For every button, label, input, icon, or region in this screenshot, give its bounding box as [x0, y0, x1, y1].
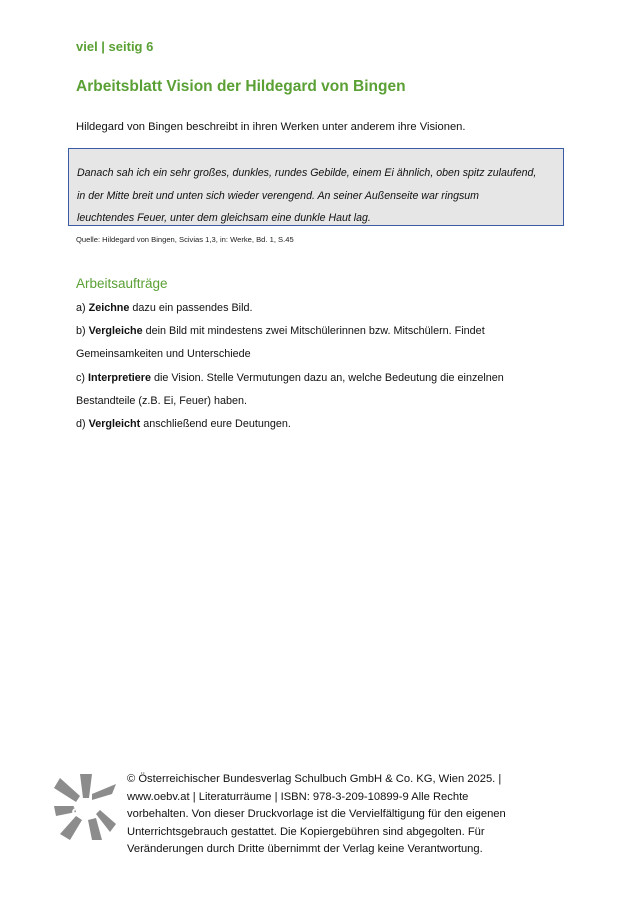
oebv-logo: [52, 772, 118, 842]
task-c: [76, 367, 576, 390]
task-text: die Vision. Stelle Vermutungen dazu an, welche Bedeutung die einzelnen: [151, 371, 504, 384]
task-c-continued: Bestandteile (z.B. Ei, Feuer) haben.: [76, 394, 248, 407]
quote-source: Quelle: Hildegard von Bingen, Scivias 1,3, in: Werke, Bd. 1, S.45: [76, 235, 294, 244]
task-text: dein Bild mit mindestens zwei Mitschülerinnen bzw. Mitschülern. Findet: [142, 325, 485, 338]
footer-line: www.oebv.at | Literaturräume | ISBN: 978-3-209-10899-9 Alle Rechte: [127, 790, 469, 803]
quote-text: [77, 162, 555, 230]
footer-line: vorbehalten. Von dieser Druckvorlage ist die Vervielfältigung für den eigenen: [127, 808, 506, 821]
task-b: [76, 320, 576, 343]
task-verb: Zeichne: [88, 302, 130, 314]
page-title: Arbeitsblatt Vision der Hildegard von Bingen: [76, 78, 406, 95]
task-verb: Interpretiere: [88, 371, 152, 384]
task-verb: Vergleicht: [88, 418, 141, 431]
tasks-heading: Arbeitsaufträge: [76, 276, 168, 291]
task-prefix: c): [76, 371, 88, 384]
task-a: [76, 297, 576, 320]
task-text: dazu ein passendes Bild.: [129, 302, 253, 314]
footer-line: © Österreichischer Bundesverlag Schulbuch GmbH & Co. KG, Wien 2025. |: [127, 773, 502, 785]
task-list: [76, 297, 576, 436]
footer-line: Veränderungen durch Dritte übernimmt der Verlag keine Verantwortung.: [127, 843, 483, 856]
logo-text: öbv: [71, 803, 99, 820]
quote-box: [68, 148, 564, 226]
footer-line: Unterrichtsgebrauch gestattet. Die Kopiergebühren sind abgegolten. Für: [127, 825, 485, 838]
task-prefix: d): [76, 418, 89, 431]
header-tag: viel | seitig 6: [76, 39, 154, 54]
intro-text: Hildegard von Bingen beschreibt in ihren Werken unter anderem ihre Visionen.: [76, 121, 466, 133]
task-b-continued: Gemeinsamkeiten und Unterschiede: [76, 348, 251, 361]
task-verb: Vergleiche: [88, 325, 143, 338]
quote-line: Danach sah ich ein sehr großes, dunkles, rundes Gebilde, einem Ei ähnlich, oben spitz zulaufend,: [77, 167, 537, 179]
copyright-footer: [127, 771, 547, 859]
task-d: [76, 413, 576, 436]
quote-line: leuchtendes Feuer, unter dem gleichsam eine dunkle Haut lag.: [77, 212, 371, 224]
quote-line: in der Mitte breit und unten sich wieder verengend. An seiner Außenseite war ringsum: [77, 189, 479, 202]
task-prefix: b): [76, 325, 89, 338]
task-prefix: a): [76, 302, 89, 314]
task-text: anschließend eure Deutungen.: [140, 418, 291, 431]
